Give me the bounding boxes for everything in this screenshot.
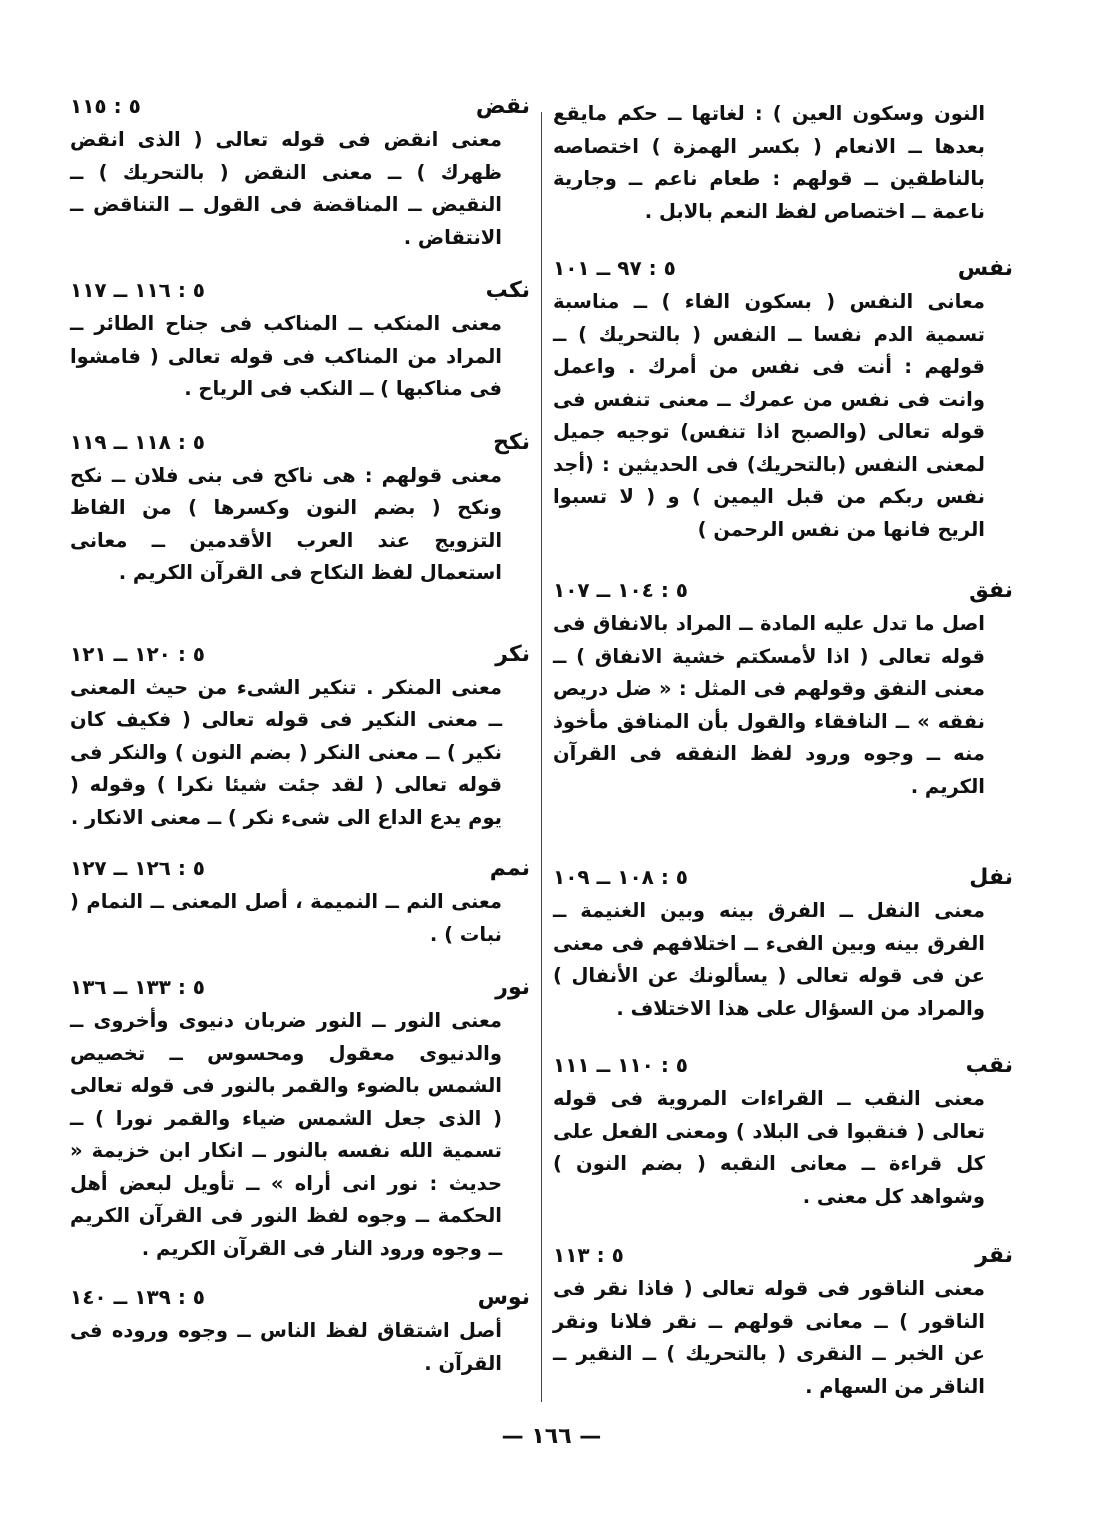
entry-text: معنى الناقور فى قوله تعالى ( فاذا نقر فى الناقور ) ــ معانى قولهم ــ نقر فلانا ونقر عن الخبر ــ النقرى ( بالتحريك ) ــ النقير ــ الناقر من السهام .	[553, 1277, 985, 1398]
entry-text: النون وسكون العين ) : لغاتها ــ حكم مايقع بعدها ــ الانعام ( بكسر الهمزة ) اختصاصه بالناطقين ــ قولهم : طعام ناعم ــ وجارية ناعمة ــ اختصاص لفظ النعم بالابل .	[553, 102, 985, 223]
entry-text: معنى النقب ــ القراءات المروية فى قوله تعالى ( فنقبوا فى البلاد ) ومعنى الفعل على كل قراءة ــ معانى النقبه ( بضم النون ) وشواهد كل معنى .	[553, 1087, 985, 1208]
headword: نقض	[475, 94, 530, 119]
reference: ٥ : ١٣٩ ــ ١٤٠	[70, 1285, 206, 1309]
entry-naws	[70, 1283, 530, 1380]
headword: نمم	[489, 856, 530, 881]
entry-continued	[553, 98, 985, 228]
page-number: — ١٦٦ —	[501, 1424, 602, 1449]
reference: ٥ : ١١٦ ــ ١١٧	[70, 278, 206, 302]
reference: ٥ : ١١٣	[553, 1243, 624, 1267]
reference: ٥ : ١١٠ ــ ١١١	[553, 1053, 689, 1077]
entry-naqad	[70, 92, 530, 254]
entry-naqab	[553, 1051, 1013, 1213]
entry-text: أصل اشتقاق لفظ الناس ــ وجوه وروده فى القرآن .	[70, 1319, 502, 1375]
headword: نقر	[975, 1243, 1013, 1268]
entry-text: معنى النور ــ النور ضربان دنيوى وأخروى ــ والدنيوى معقول ومحسوس ــ تخصيص الشمس بالضوء والقمر بالنور فى قوله تعالى ( الذى جعل الشمس ضياء والقمر نورا ) ــ تسمية الله نفسه بالنور ــ انكار ابن خزيمة « حديث : نور انى أراه » ــ تأويل لبعض أهل الحكمة ــ وجوه لفظ النور فى القرآن الكريم ــ وجوه ورود النار فى القرآن الكريم .	[70, 1009, 502, 1260]
entry-naqar	[553, 1241, 1013, 1403]
left-column	[70, 92, 530, 1404]
reference: ٥ : ٩٧ ــ ١٠١	[553, 256, 676, 280]
entry-nur	[70, 973, 530, 1265]
reference: ٥ : ١١٥	[70, 94, 141, 118]
reference: ٥ : ١١٨ ــ ١١٩	[70, 429, 206, 454]
headword: نكر	[495, 641, 530, 667]
reference: ٥ : ١٢٠ ــ ١٢١	[70, 641, 206, 666]
headword: نكب	[485, 278, 530, 303]
entry-text: معنى قولهم : هى ناكح فى بنى فلان ــ نكح ونكح ( بضم النون وكسرها ) من الفاظ التزويج عند العرب الأقدمين ــ معانى استعمال لفظ النكاح فى القرآن الكريم .	[70, 463, 502, 584]
entry-nafal	[553, 863, 1013, 1025]
entry-text: معنى النم ــ النميمة ، أصل المعنى ــ النمام ( نبات ) .	[70, 890, 502, 946]
reference: ٥ : ١٣٣ ــ ١٣٦	[70, 975, 206, 999]
headword: نفل	[969, 865, 1013, 890]
entry-text: معنى النفل ــ الفرق بينه وبين الغنيمة ــ الفرق بينه وبين الفىء ــ اختلافهم فى معنى عن فى قوله تعالى ( يسألونك عن الأنفال ) والمراد من السؤال على هذا الاختلاف .	[553, 899, 985, 1020]
entry-nakar	[70, 640, 530, 835]
headword: نقب	[965, 1053, 1013, 1078]
reference: ٥ : ١٠٤ ــ ١٠٧	[553, 578, 689, 602]
entry-nakah	[70, 428, 530, 590]
reference: ٥ : ١٢٦ ــ ١٢٧	[70, 856, 206, 880]
entry-text: معنى انقض فى قوله تعالى ( الذى انقض ظهرك ) ــ معنى النقض ( بالتحريك ) ــ النقيض ــ المناقضة فى القول ــ التناقض ــ الانتقاض .	[70, 128, 502, 249]
headword: نوس	[477, 1285, 530, 1310]
entry-text: معانى النفس ( بسكون الفاء ) ــ مناسبة تسمية الدم نفسا ــ النفس ( بالتحريك ) ــ قولهم : أنت فى نفس من أمرك . واعمل وانت فى نفس من عمرك ــ معنى تنفس فى قوله تعالى (والصبح اذا تنفس) توجيه جميل لمعنى النفس (بالتحريك) فى الحديثين : (أجد نفس ربكم من قبل اليمين ) و ( لا تسبوا الريح فانها من نفس الرحمن )	[553, 290, 985, 541]
headword: نفس	[957, 256, 1013, 281]
entry-nafs	[553, 254, 1013, 546]
headword: نفق	[969, 578, 1013, 603]
headword: نور	[495, 975, 530, 1000]
right-column	[553, 92, 1013, 1427]
entry-text: معنى المنكر . تنكير الشىء من حيث المعنى ــ معنى النكير فى قوله تعالى ( فكيف كان نكير ) ــ معنى النكر ( بضم النون ) والنكر فى قوله تعالى ( لقد جئت شيئا نكرا ) وقوله ( يوم يدع الداع الى شىء نكر ) ــ معنى الانكار .	[70, 675, 502, 829]
entry-namam	[70, 854, 530, 951]
entry-nakab	[70, 276, 530, 406]
headword: نكح	[493, 429, 530, 455]
entry-text: معنى المنكب ــ المناكب فى جناح الطائر ــ المراد من المناكب فى قوله تعالى ( فامشوا فى مناكبها ) ــ النكب فى الرياح .	[70, 312, 502, 400]
reference: ٥ : ١٠٨ ــ ١٠٩	[553, 865, 689, 889]
entry-nafaq	[553, 576, 1013, 803]
entry-text: اصل ما تدل عليه المادة ــ المراد بالانفاق فى قوله تعالى ( اذا لأمسكتم خشية الانفاق ) ــ معنى النفق وقولهم فى المثل : « ضل دريص نفقه » ــ النافقاء والقول بأن المنافق مأخوذ منه ــ وجوه ورود لفظ النفقه فى القرآن الكريم .	[553, 612, 985, 798]
column-divider	[541, 112, 542, 1402]
